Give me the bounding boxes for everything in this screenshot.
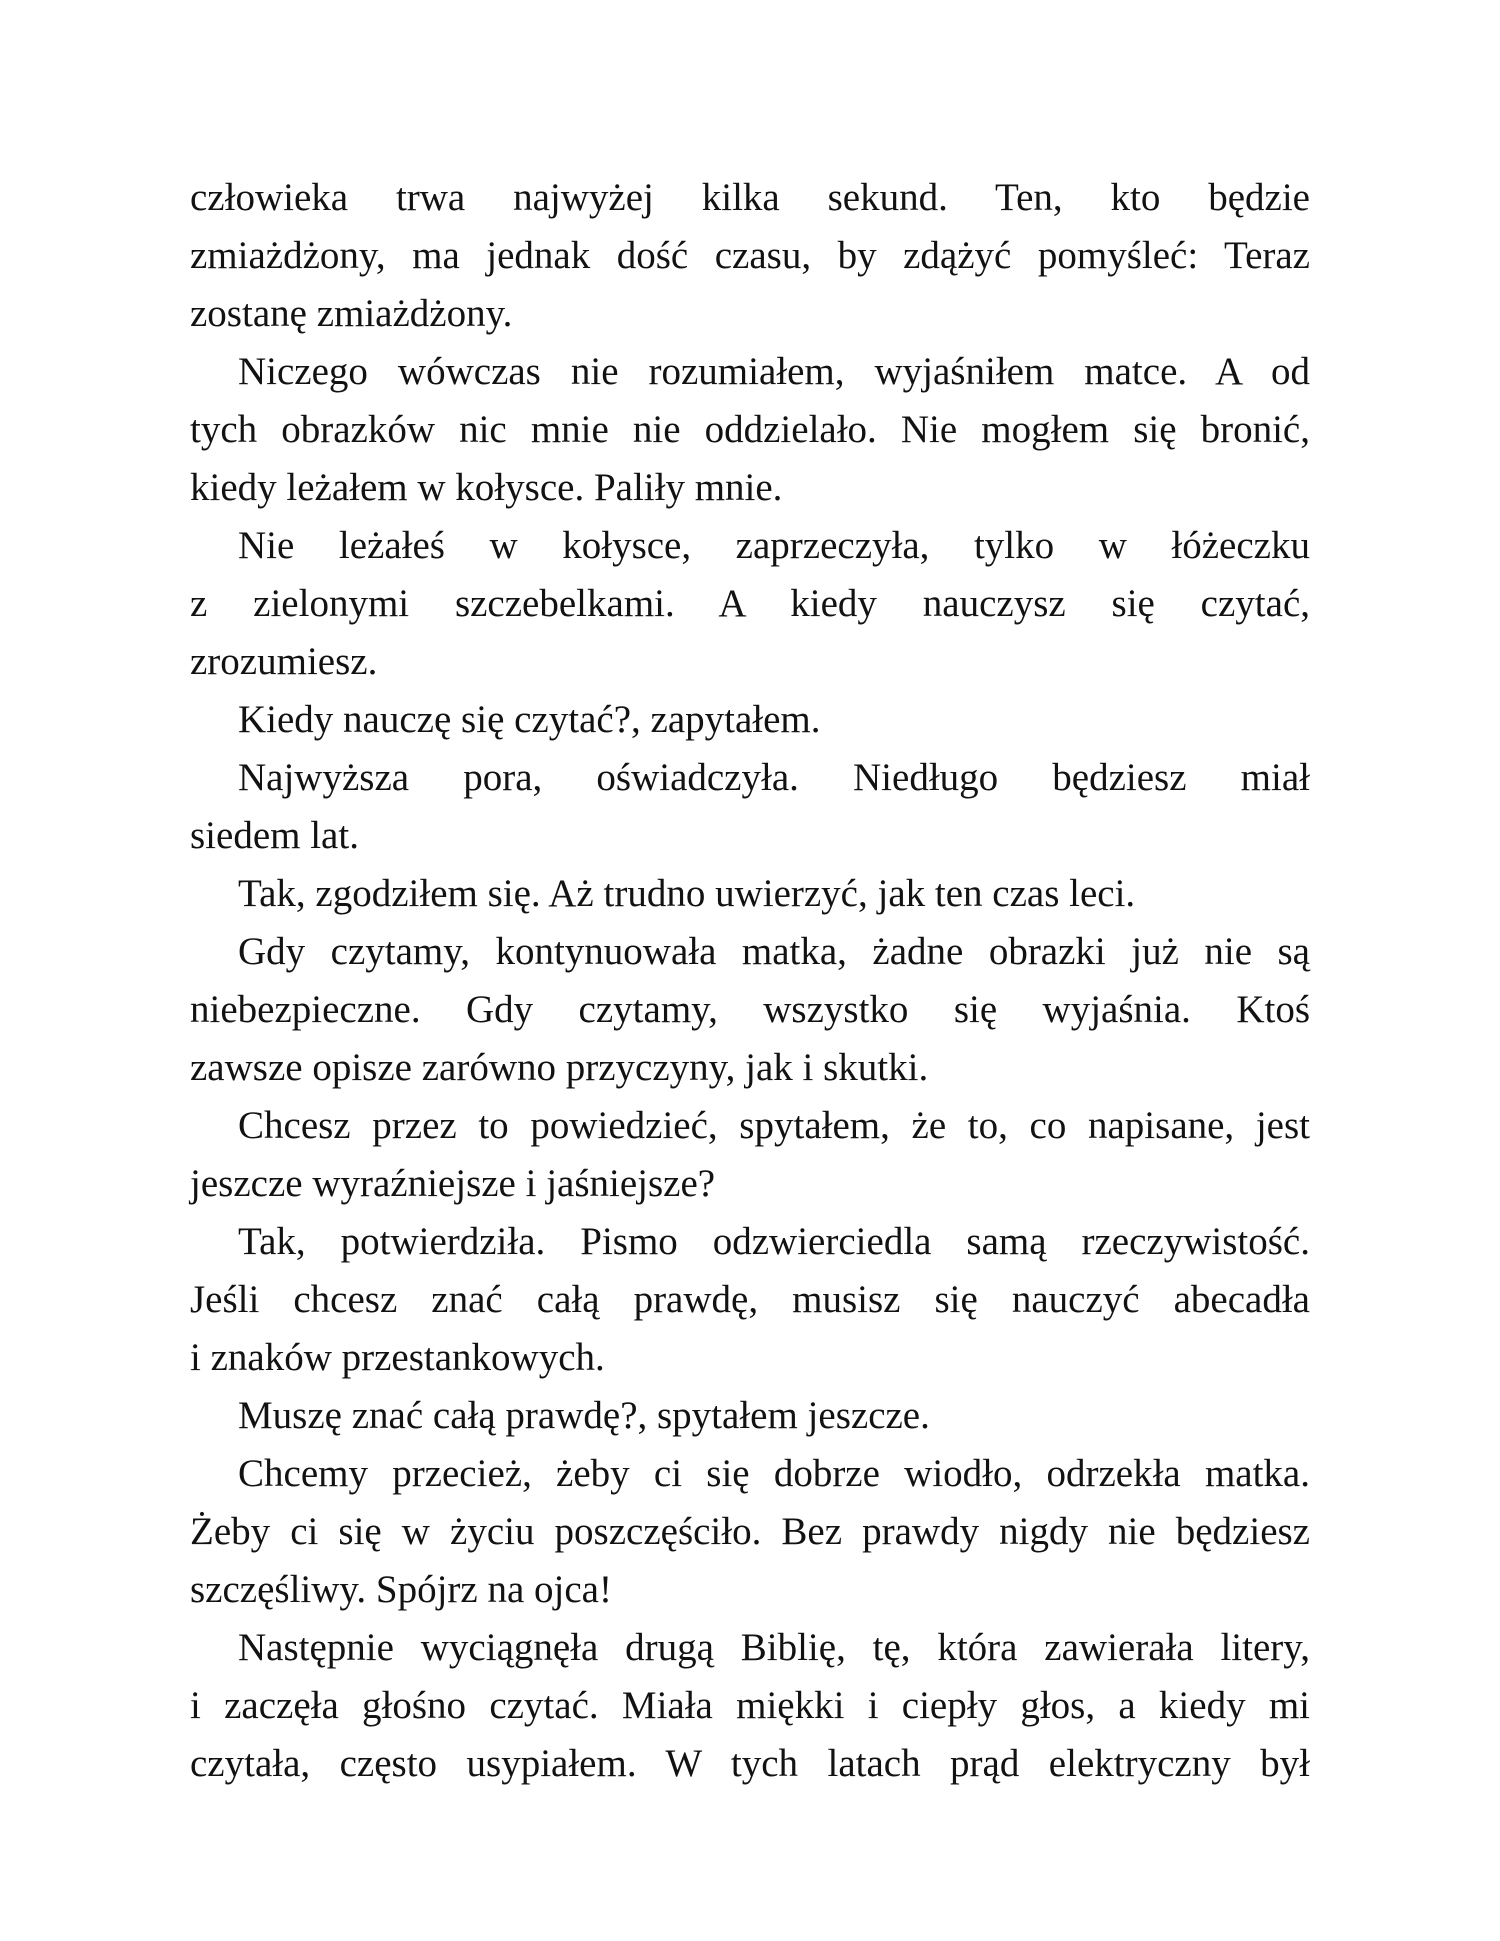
text-line: Chcesz przez to powiedzieć, spytałem, że to, co napisane, jest (238, 1104, 1310, 1147)
paragraph (190, 1097, 1310, 1213)
text-line: kiedy leżałem w kołysce. Paliły mnie. (190, 466, 783, 509)
text-line: człowieka trwa najwyżej kilka sekund. Ten, kto będzie (190, 176, 1310, 219)
text-line: Najwyższa pora, oświadczyła. Niedługo będziesz miał (238, 756, 1310, 799)
text-line: Chcemy przecież, żeby ci się dobrze wiodło, odrzekła matka. (238, 1452, 1310, 1495)
paragraph (190, 749, 1310, 865)
text-line: Tak, potwierdziła. Pismo odzwierciedla samą rzeczywistość. (238, 1220, 1310, 1263)
text-line: Jeśli chcesz znać całą prawdę, musisz się nauczyć abecadła (190, 1278, 1310, 1321)
text-line: niebezpieczne. Gdy czytamy, wszystko się wyjaśnia. Ktoś (190, 988, 1310, 1031)
paragraph (190, 1213, 1310, 1387)
text-line: Gdy czytamy, kontynuowała matka, żadne obrazki już nie są (238, 930, 1310, 973)
paragraph (190, 517, 1310, 691)
paragraph (190, 865, 1310, 923)
text-line: szczęśliwy. Spójrz na ojca! (190, 1568, 612, 1611)
text-line: Nie leżałeś w kołysce, zaprzeczyła, tylko w łóżeczku (238, 524, 1310, 567)
text-line: Następnie wyciągnęła drugą Biblię, tę, która zawierała litery, (238, 1626, 1310, 1669)
paragraph (190, 343, 1310, 517)
text-line: zrozumiesz. (190, 640, 378, 683)
text-line: z zielonymi szczebelkami. A kiedy nauczysz się czytać, (190, 582, 1310, 625)
paragraph (190, 1387, 1310, 1445)
text-line: siedem lat. (190, 814, 359, 857)
text-line: Żeby ci się w życiu poszczęściło. Bez prawdy nigdy nie będziesz (190, 1510, 1310, 1553)
text-line: jeszcze wyraźniejsze i jaśniejsze? (190, 1162, 716, 1205)
text-line: tych obrazków nic mnie nie oddzielało. Nie mogłem się bronić, (190, 408, 1310, 451)
paragraph (190, 169, 1310, 343)
paragraph (190, 691, 1310, 749)
text-line: Muszę znać całą prawdę?, spytałem jeszcze. (238, 1394, 930, 1437)
text-line: Tak, zgodziłem się. Aż trudno uwierzyć, jak ten czas leci. (238, 872, 1136, 915)
text-line: zostanę zmiażdżony. (190, 292, 513, 335)
paragraph (190, 923, 1310, 1097)
text-line: Niczego wówczas nie rozumiałem, wyjaśniłem matce. A od (238, 350, 1310, 393)
text-line: i znaków przestankowych. (190, 1336, 605, 1379)
text-line: czytała, często usypiałem. W tych latach prąd elektryczny był (190, 1742, 1310, 1785)
paragraph (190, 1619, 1310, 1793)
text-line: Kiedy nauczę się czytać?, zapytałem. (238, 698, 821, 741)
text-line: zawsze opisze zarówno przyczyny, jak i skutki. (190, 1046, 929, 1089)
text-block (190, 169, 1310, 1793)
text-line: i zaczęła głośno czytać. Miała miękki i ciepły głos, a kiedy mi (190, 1684, 1310, 1727)
paragraph (190, 1445, 1310, 1619)
text-line: zmiażdżony, ma jednak dość czasu, by zdążyć pomyśleć: Teraz (190, 234, 1310, 277)
